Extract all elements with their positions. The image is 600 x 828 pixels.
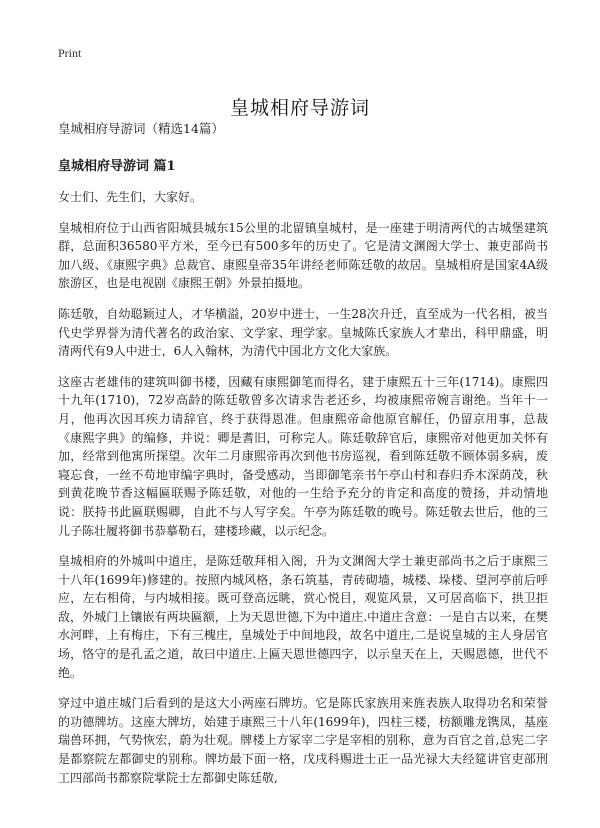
- paragraph-imperial-library: 这座古老雄伟的建筑叫御书楼，因藏有康熙御笔而得名，建于康熙五十三年(1714)。康熙四十九年(1710)，72岁高龄的陈廷敬曾多次请求告老还乡，均被康熙帝婉言谢绝。当年十一月，他再次因耳疾力请辞官，终于获得恩准。但康熙帝命他原官解任，仍留京用事，总裁《康熙字典》的编修，并说：卿是耆旧，可称完人。陈廷敬辞官后，康熙帝对他更加关怀有加，经常到他寓所探望。次年二月康熙帝再次到他书房巡视，看到陈廷敬不顾体弱多病，废寝忘食，一丝不苟地审编字典时，备受感动，当即御笔亲书午亭山村和春归乔木深荫茂，秋到黄花晚节香这幅匾联赐予陈廷敬，对他的一生给予充分的肯定和高度的赞扬，并动情地说：朕持书此匾联赐卿，自此不与人写字矣。午亭为陈廷敬的晚号。陈廷敬去世后，他的三儿子陈壮履将御书恭摹勒石，建楼珍藏，以示纪念。: [58, 374, 548, 538]
- paragraph-outer-city: 皇城相府的外城叫中道庄，是陈廷敬拜相入阁，升为文渊阁大学士兼吏部尚书之后于康熙三十八年(1699年)修建的。按照内城风格，条石筑基，青砖砌墙，城楼、垛楼、望河亭前后呼应，左右相倚，与内城相接。既可登高远眺，赏心悦目，观览风景，又可居高临下，拱卫拒敌，外城门上镶嵌有两块匾额，上为天恩世德,下为中道庄.中道庄含意：一是自古以来，在樊水河畔，上有梅庄，下有三槐庄，皇城处于中间地段，故名中道庄,二是说皇城的主人身居官场，恪守的是孔孟之道，故曰中道庄.上匾天恩世德四字，以示皇天在上，天赐恩德，世代不绝。: [58, 554, 548, 680]
- paragraph-stone-archway: 穿过中道庄城门后看到的是这大小两座石牌坊。它是陈氏家族用来旌表族人取得功名和荣誉的功德牌坊。这座大牌坊，始建于康熙三十八年(1699年)，四柱三楼，枋额雕龙镌凤，基座瑞兽环拥，气势恢宏，蔚为壮观。牌楼上方冢宰二字是宰相的别称，意为百官之首,总宪二字是都察院左都御史的别称。牌坊最下面一格，戊戌科赐进士正一品光禄大夫经筵讲官吏部刑工四部尚书都察院掌院士左都御史陈廷敬,: [58, 696, 548, 785]
- document-subtitle: 皇城相府导游词（精选14篇）: [58, 121, 224, 136]
- document-body: [58, 120, 548, 799]
- paragraph-greeting: 女士们、先生们，大家好。: [58, 190, 203, 204]
- paragraph-chen-tingjing: 陈廷敬，自幼聪颖过人，才华横溢，20岁中进士，一生28次升迁，直至成为一代名相，被当代史学界誉为清代著名的政治家、文学家、理学家。皇城陈氏家族人才辈出，科甲鼎盛，明清两代有9人中进士，6人入翰林，为清代中国北方文化大家族。: [58, 306, 548, 359]
- print-label[interactable]: Print: [58, 46, 82, 60]
- page-title: 皇城相府导游词: [229, 96, 370, 119]
- section-heading: 皇城相府导游词 篇1: [58, 159, 176, 174]
- paragraph-location: 皇城相府位于山西省阳城县城东15公里的北留镇皇城村，是一座建于明清两代的古城堡建筑群，总面积36580平方米，至今已有500多年的历史了。它是清文渊阁大学士、兼吏部尚书加八级、《康熙字典》总裁官、康熙皇帝35年讲经老师陈廷敬的故居。皇城相府是国家4A级旅游区，也是电视剧《康熙王朝》外景拍摄地。: [58, 220, 548, 291]
